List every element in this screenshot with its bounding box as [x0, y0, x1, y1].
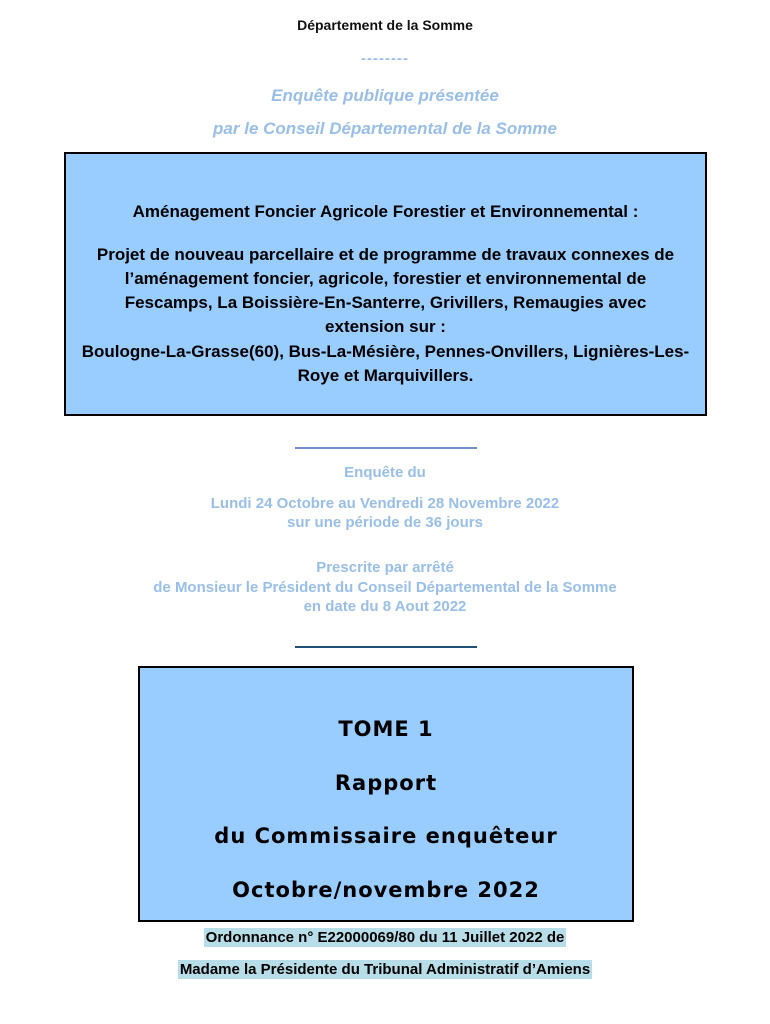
project-communes: Boulogne-La-Grasse(60), Bus-La-Mésière, Pennes-Onvillers, Lignières-Les-Roye et Marquivillers.: [81, 342, 690, 385]
prescribed-by: Prescrite par arrêté: [316, 559, 454, 576]
inquiry-period: sur une période de 36 jours: [287, 514, 483, 531]
decree-authority: de Monsieur le Président du Conseil Départemental de la Somme: [153, 579, 617, 596]
department-title: Département de la Somme: [297, 17, 473, 33]
order-line-1-text: Ordonnance n° E22000069/80 du 11 Juillet 2022 de: [205, 929, 565, 946]
separator-dashes: --------: [361, 50, 409, 67]
project-box: [64, 152, 707, 416]
order-line-2-text: Madame la Présidente du Tribunal Administratif d’Amiens: [179, 961, 591, 978]
divider-top: [295, 447, 477, 449]
project-heading: Aménagement Foncier Agricole Forestier et Environnemental :: [132, 202, 639, 221]
subtitle-line-2: par le Conseil Départemental de la Somme: [213, 119, 557, 138]
divider-bottom: [295, 646, 477, 648]
order-line-1: [0, 929, 770, 946]
report-period: Octobre/novembre 2022: [232, 878, 540, 902]
report-type: Rapport: [334, 771, 438, 795]
report-author: du Commissaire enquêteur: [214, 824, 558, 848]
report-box: [138, 666, 634, 922]
decree-date: en date du 8 Aout 2022: [303, 598, 467, 615]
project-description: Projet de nouveau parcellaire et de programme de travaux connexes de l’aménagement foncier, agricole, forestier et environnemental de Fescamps, La Boissière-En-Santerre, Grivillers, Remaugies avec extension sur :: [96, 245, 675, 336]
order-line-2: [0, 961, 770, 978]
subtitle-line-1: Enquête publique présentée: [271, 86, 499, 105]
inquiry-label: Enquête du: [344, 464, 426, 481]
tome-title: TOME 1: [338, 717, 434, 741]
inquiry-dates: Lundi 24 Octobre au Vendredi 28 Novembre 2022: [210, 495, 560, 512]
